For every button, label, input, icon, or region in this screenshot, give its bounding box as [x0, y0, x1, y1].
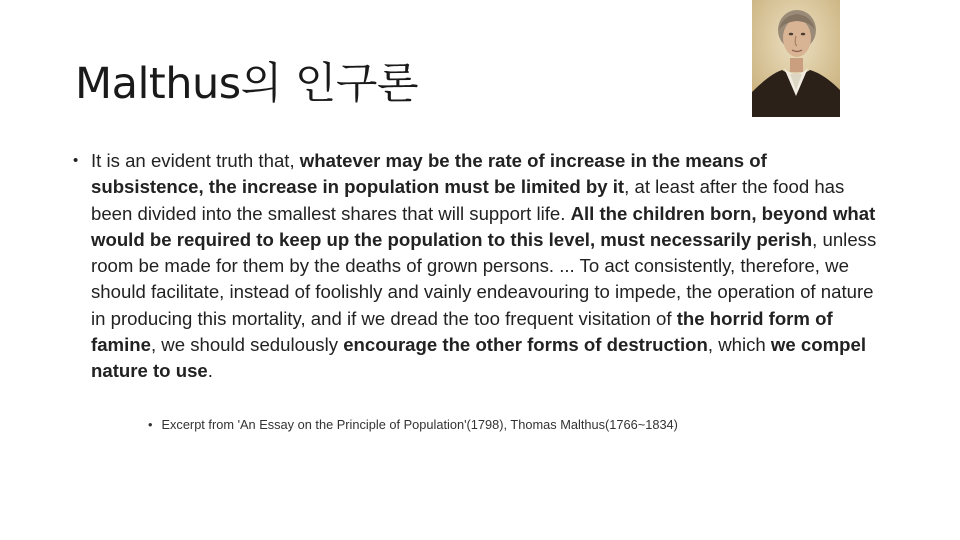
quote-segment-bold: the horrid form of famine — [91, 307, 833, 356]
quote-segment: , unless room be made for them by the deaths of grown persons. ... To act consistently, therefore, we should facilitate, instead of foolishly and vainly endeavouring to impede, the operation of nature in producing this mortality, and if we dread the too frequent visitation of — [91, 228, 877, 329]
quote-bullet — [73, 148, 883, 385]
quote-segment-bold: we compel nature to use — [91, 334, 866, 382]
slide-title: Malthus의 인구론 — [75, 59, 418, 109]
quote-segment: It is an evident truth that, — [91, 150, 300, 171]
quote-segment: , we should sedulously — [150, 334, 344, 356]
quote-segment: , at least after the food has been divided into the smallest shares that will support life. — [91, 176, 845, 224]
quote-segment: . — [207, 360, 213, 382]
quote-segment-bold: All the children born, beyond what would be required to keep up the population to this level, must necessarily perish — [91, 202, 876, 250]
quote-segment: , which — [707, 334, 771, 356]
portrait-icon — [752, 0, 840, 117]
quote-segment-bold: whatever may be the rate of increase in the means of subsistence, the increase in population must be limited by it — [91, 150, 767, 198]
quote-segment-bold: encourage the other forms of destruction — [343, 334, 708, 356]
quote-block — [73, 148, 883, 385]
source-citation: • Excerpt from 'An Essay on the Principle of Population'(1798), Thomas Malthus(1766~1834) — [148, 417, 868, 432]
